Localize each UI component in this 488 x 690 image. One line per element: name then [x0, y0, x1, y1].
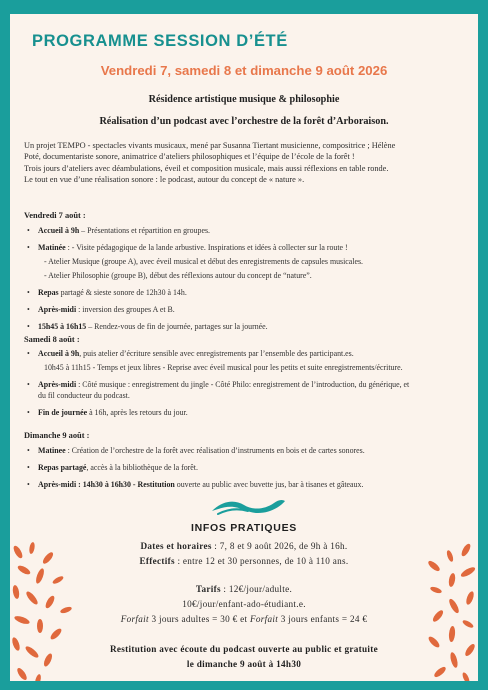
- list-item: • Repas partagé & sieste sonore de 12h30 à 14h.: [27, 288, 187, 297]
- sunday-heading: Dimanche 9 août :: [24, 431, 90, 440]
- sunday-schedule: [24, 445, 468, 496]
- infos-heading: INFOS PRATIQUES: [191, 522, 297, 534]
- intro-paragraph: [24, 140, 468, 186]
- saturday-heading: Samedi 8 août :: [24, 335, 80, 344]
- list-item: • Accueil à 9h, puis atelier d’écriture sensible avec enregistrements par l’ensemble des participant.es.: [27, 349, 354, 358]
- info-forfait: Forfait 3 jours adultes = 30 € et Forfait 3 jours enfants = 24 €: [120, 614, 368, 624]
- closing-date: le dimanche 9 août à 14h30: [186, 659, 302, 669]
- saturday-schedule: [24, 348, 468, 424]
- intro-line: Le tout en vue d’une réalisation sonore : le podcast, autour du concept de « nature ».: [24, 175, 305, 185]
- list-item: • 15h45 à 16h15 – Rendez-vous de fin de journée, partages sur la journée.: [27, 322, 268, 331]
- friday-schedule: [24, 225, 468, 338]
- list-item: 10h45 à 11h15 - Temps et jeux libres - Reprise avec éveil musical pour les petits et suite enregistrements/écriture.: [44, 363, 403, 372]
- list-item: • Matinée : - Visite pédagogique de la lande arbustive. Inspirations et idées à collecter sur la route !: [27, 243, 348, 252]
- petals-left-icon: [10, 540, 80, 690]
- page-title: PROGRAMME SESSION D’ÉTÉ: [32, 32, 288, 50]
- poster: [10, 0, 478, 690]
- intro-line: Un projet TEMPO - spectacles vivants musicaux, mené par Susanna Tiertant musicienne, compositrice ; Hélène: [24, 141, 396, 150]
- list-item: • Fin de journée à 16h, après les retours du jour.: [27, 408, 188, 417]
- closing-line: Restitution avec écoute du podcast ouverte au public et gratuite: [109, 644, 378, 654]
- subtitle-podcast: Réalisation d’un podcast avec l’orchestre de la forêt d’Arboraison.: [99, 116, 389, 127]
- friday-heading: Vendredi 7 août :: [24, 211, 86, 220]
- list-item: • Après-midi : 14h30 à 16h30 - Restitution ouverte au public avec buvette jus, bar à tisanes et gâteaux.: [27, 480, 364, 489]
- intro-line: Poté, documentariste sonore, animatrice d’ateliers philosophiques et l’équipe de l’école de la forêt !: [24, 152, 355, 162]
- top-border: [10, 0, 478, 14]
- info-tarifs-child: 10€/jour/enfant-ado-étudiant.e.: [182, 599, 306, 609]
- list-item: • Repas partagé, accès à la bibliothèque de la forêt.: [27, 463, 198, 472]
- bottom-border: [10, 681, 478, 690]
- wave-icon: [208, 495, 288, 517]
- info-effectifs: Effectifs : entre 12 et 30 personnes, de 10 à 110 ans.: [139, 556, 349, 566]
- event-dates: Vendredi 7, samedi 8 et dimanche 9 août 2026: [100, 63, 388, 78]
- list-item: • Matinee : Création de l’orchestre de la forêt avec réalisation d’instruments en bois et de cartes sonores.: [27, 446, 365, 455]
- info-tarifs: Tarifs : 12€/jour/adulte.: [195, 584, 293, 594]
- list-item: - Atelier Philosophie (groupe B), début des réflexions autour du concept de “nature”.: [44, 271, 312, 280]
- petals-right-icon: [416, 540, 478, 690]
- list-item: • Après-midi : inversion des groupes A et B.: [27, 305, 175, 314]
- info-dates: Dates et horaires : 7, 8 et 9 août 2026, de 9h à 16h.: [140, 541, 348, 551]
- intro-line: Trois jours d’ateliers avec déambulations, éveil et composition musicale, mais aussi réflexions en table ronde.: [24, 163, 389, 173]
- subtitle-residence: Résidence artistique musique & philosophie: [148, 94, 340, 105]
- list-item: • Après-midi : Côté musique : enregistrement du jingle - Côté Philo: enregistrement de l’introduction, du générique, et du fil conducteur du podcast.: [27, 380, 410, 400]
- list-item: • Accueil à 9h – Présentations et répartition en groupes.: [27, 226, 211, 235]
- list-item: - Atelier Musique (groupe A), avec éveil musical et début des enregistrements de capsules musicales.: [44, 257, 364, 266]
